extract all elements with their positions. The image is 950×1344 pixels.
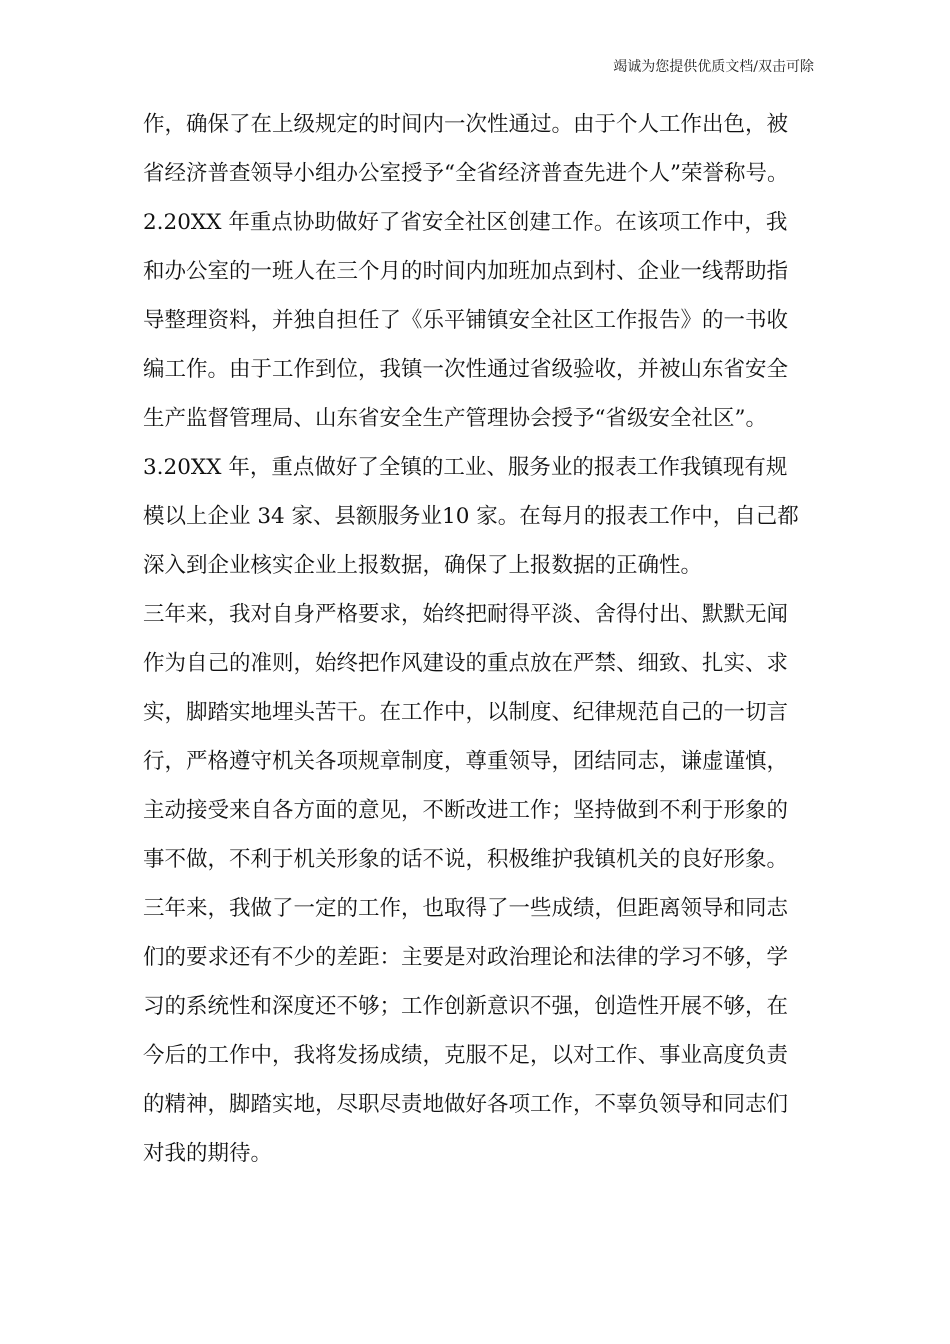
body-line: 们的要求还有不少的差距：主要是对政治理论和法律的学习不够，学: [143, 945, 789, 970]
body-line: 省经济普查领导小组办公室授予“全省经济普查先进个人”荣誉称号。: [143, 161, 789, 186]
body-line: 模以上企业 34 家、县额服务业10 家。在每月的报表工作中，自己都: [143, 504, 799, 529]
page-header: 竭诚为您提供优质文档/双击可除: [613, 59, 814, 75]
body-line: 今后的工作中，我将发扬成绩，克服不足，以对工作、事业高度负责: [143, 1043, 789, 1068]
body-line: 行，严格遵守机关各项规章制度，尊重领导，团结同志，谦虚谨慎，: [143, 749, 789, 774]
body-line: 作，确保了在上级规定的时间内一次性通过。由于个人工作出色，被: [143, 112, 789, 137]
body-line: 3.20XX 年，重点做好了全镇的工业、服务业的报表工作我镇现有规: [143, 455, 788, 480]
body-line: 生产监督管理局、山东省安全生产管理协会授予“省级安全社区”。: [143, 406, 767, 431]
body-line: 实，脚踏实地埋头苦干。在工作中，以制度、纪律规范自己的一切言: [143, 700, 789, 725]
body-line: 三年来，我做了一定的工作，也取得了一些成绩，但距离领导和同志: [143, 896, 789, 921]
body-line: 事不做，不利于机关形象的话不说，积极维护我镇机关的良好形象。: [143, 847, 789, 872]
body-line: 深入到企业核实企业上报数据，确保了上报数据的正确性。: [143, 553, 703, 578]
body-line: 和办公室的一班人在三个月的时间内加班加点到村、企业一线帮助指: [143, 259, 789, 284]
body-line: 主动接受来自各方面的意见，不断改进工作；坚持做到不利于形象的: [143, 798, 789, 823]
body-line: 导整理资料，并独自担任了《乐平铺镇安全社区工作报告》的一书收: [143, 308, 789, 333]
body-line: 2.20XX 年重点协助做好了省安全社区创建工作。在该项工作中，我: [143, 210, 788, 235]
document-body: [143, 100, 823, 1178]
body-line: 作为自己的准则，始终把作风建设的重点放在严禁、细致、扎实、求: [143, 651, 789, 676]
body-line: 习的系统性和深度还不够；工作创新意识不强，创造性开展不够，在: [143, 994, 789, 1019]
body-line: 对我的期待。: [143, 1141, 273, 1166]
body-line: 三年来，我对自身严格要求，始终把耐得平淡、舍得付出、默默无闻: [143, 602, 789, 627]
body-line: 编工作。由于工作到位，我镇一次性通过省级验收，并被山东省安全: [143, 357, 789, 382]
body-line: 的精神，脚踏实地，尽职尽责地做好各项工作，不辜负领导和同志们: [143, 1092, 789, 1117]
